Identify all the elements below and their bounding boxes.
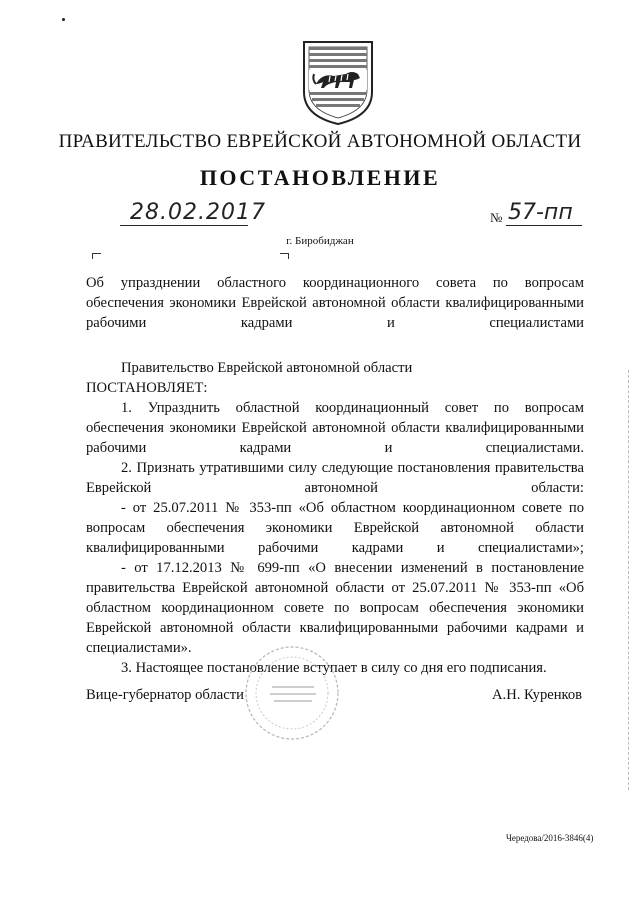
decree-subject: Об упразднении областного координационного совета по вопросам обеспечения экономики Еврейской автономной области квалифицированными рабочими кадрами и специалистами — [86, 275, 584, 331]
item-2a: - от 25.07.2011 № 353-пп «Об областном координационном совете по вопросам обеспечения экономики Еврейской автономной области квалифицированными рабочими кадрами и специалистами»; — [86, 500, 584, 556]
scan-edge — [628, 370, 631, 790]
number-label: № — [490, 210, 503, 225]
city: г. Биробиджан — [286, 235, 354, 247]
scan-speck — [62, 18, 65, 21]
government-title: ПРАВИТЕЛЬСТВО ЕВРЕЙСКОЙ АВТОНОМНОЙ ОБЛАСТИ — [58, 131, 582, 152]
number-underline — [506, 225, 582, 226]
signatory-role: Вице-губернатор области — [86, 687, 244, 703]
resolves-heading: ПОСТАНОВЛЯЕТ: — [86, 380, 208, 396]
item-2b: - от 17.12.2013 № 699-пп «О внесении изменений в постановление правительства Еврейской автономной области от 25.07.2011 № 353-пп «Об областном координационном совете по вопросам обеспечения экономики Еврейской автономной области квалифицированными рабочими кадрами и специалистами». — [86, 560, 584, 656]
intro-paragraph: Правительство Еврейской автономной области — [121, 360, 413, 376]
coat-of-arms-emblem — [300, 40, 376, 126]
item-2: 2. Признать утратившими силу следующие постановления правительства Еврейской автономной области: — [86, 460, 584, 496]
item-1: 1. Упразднить областной координационный совет по вопросам обеспечения экономики Еврейской автономной области квалифицированными рабочими кадрами и специалистами. — [86, 400, 584, 456]
decree-body — [86, 358, 584, 678]
subject-corner-right — [280, 253, 289, 259]
decree-number: 57-пп — [508, 200, 573, 225]
date-underline — [120, 225, 248, 226]
seal-stamp — [242, 643, 342, 743]
subject-corner-left — [92, 253, 101, 259]
decree-date: 28.02.2017 — [130, 200, 266, 225]
signatory-name: А.Н. Куренков — [492, 687, 583, 703]
decree-title: ПОСТАНОВЛЕНИЕ — [199, 165, 441, 190]
footer-reference: Чередова/2016-3846(4) — [506, 833, 594, 843]
item-3: 3. Настоящее постановление вступает в силу со дня его подписания. — [121, 660, 547, 676]
